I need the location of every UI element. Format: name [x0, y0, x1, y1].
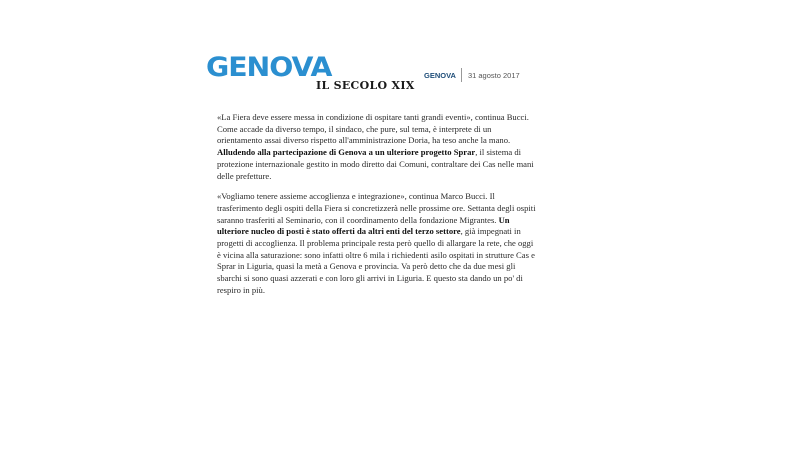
logo-paper-name: IL SECOLO XIX	[316, 79, 415, 92]
section-link[interactable]: GENOVA	[424, 70, 456, 80]
article-body	[217, 112, 537, 306]
paragraph-1-bold: Alludendo alla partecipazione di Genova a un ulteriore progetto Sprar	[217, 147, 476, 158]
paragraph-2-text-a: «Vogliamo tenere assieme accoglienza e integrazione», continua Marco Bucci. Il trasferimento degli ospiti della Fiera si concretizzerà nelle prossime ore. Settanta degli ospiti saranno trasferiti al Seminario, con il coordinamento della fondazione Migrantes.	[217, 191, 536, 225]
article-paragraph-1	[217, 112, 537, 182]
meta-divider	[461, 68, 462, 82]
paragraph-2-bold: Un ulteriore nucleo di posti è stato offerti da altri enti del terzo settore	[217, 214, 510, 237]
paragraph-2-text-b: , già impegnati in progetti di accoglienza. Il problema principale resta però quello di allargare la rete, che oggi è vicina alla saturazione: sono infatti oltre 6 mila i richiedenti asilo ospitati in strutture Cas e Sprar in Liguria, quasi la metà a Genova e provincia. Va però detto che da due mesi gli sbarchi si sono quasi azzerati e con loro gli arrivi in Liguria. E questo sta dando un po' di respiro in più.	[217, 226, 535, 295]
article-meta	[424, 68, 520, 82]
paragraph-1-text-a: «La Fiera deve essere messa in condizione di ospitare tanti grandi eventi», continua Bucci. Come accade da diverso tempo, il sindaco, che pure, sul tema, è interprete di un orientamento assai diverso rispetto all'amministrazione Doria, ha teso anche la mano.	[217, 112, 529, 146]
logo-city-text: GENOVA	[206, 52, 332, 83]
publish-date: 31 agosto 2017	[467, 70, 520, 80]
paragraph-1-text-b: , il sistema di protezione internazionale gestito in modo diretto dai Comuni, contraltare dei Cas nelle mani delle prefetture.	[217, 147, 534, 181]
article-paragraph-2	[217, 191, 537, 296]
